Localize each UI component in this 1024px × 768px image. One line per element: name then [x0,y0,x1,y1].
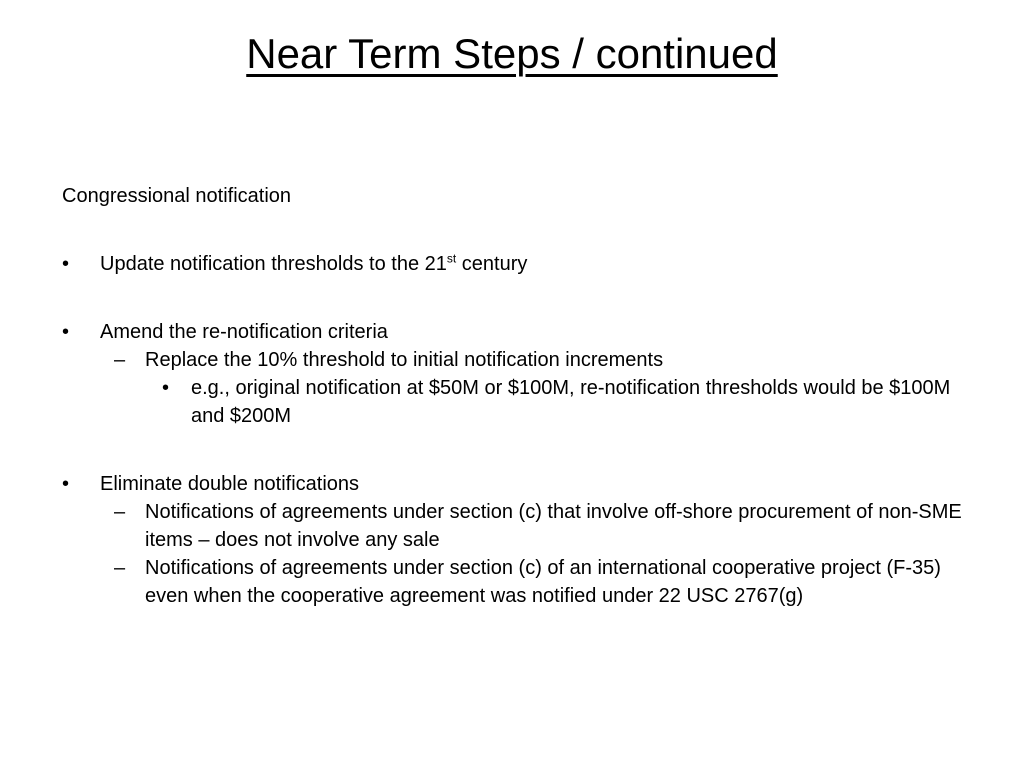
bullet-text: Amend the re-notification criteria [100,321,388,343]
bullet-item [62,470,962,498]
bullet-icon: • [162,377,170,399]
sub-sub-item-text: e.g., original notification at $50M or $100M, re-notification thresholds would be $100M and $200M [191,377,951,427]
bullet-item [62,318,962,346]
ordinal-suffix: st [446,251,457,266]
sub-item-text: Notifications of agreements under section (c) that involve off-shore procurement of non-SME items – does not involve any sale [145,501,962,551]
slide-title: Near Term Steps / continued [246,30,778,77]
sub-sub-item [62,374,962,430]
slide-body [62,182,962,610]
bullet-icon: • [62,253,70,275]
sub-item [62,498,962,554]
bullet-text: Eliminate double notifications [100,473,360,495]
bullet-icon: • [62,321,70,343]
bullet-text: Update notification thresholds to the 21st century [100,251,528,275]
bullet-item [62,250,962,278]
sub-item-text: Replace the 10% threshold to initial notification increments [145,349,664,371]
dash-icon: – [114,557,126,579]
sub-item [62,346,962,374]
sub-item-text: Notifications of agreements under section (c) of an international cooperative project (F-35) even when the cooperative agreement was notified under 22 USC 2767(g) [145,557,941,607]
dash-icon: – [114,501,126,523]
section-heading: Congressional notification [62,185,292,207]
dash-icon: – [114,349,126,371]
bullet-icon: • [62,473,70,495]
sub-item [62,554,962,610]
